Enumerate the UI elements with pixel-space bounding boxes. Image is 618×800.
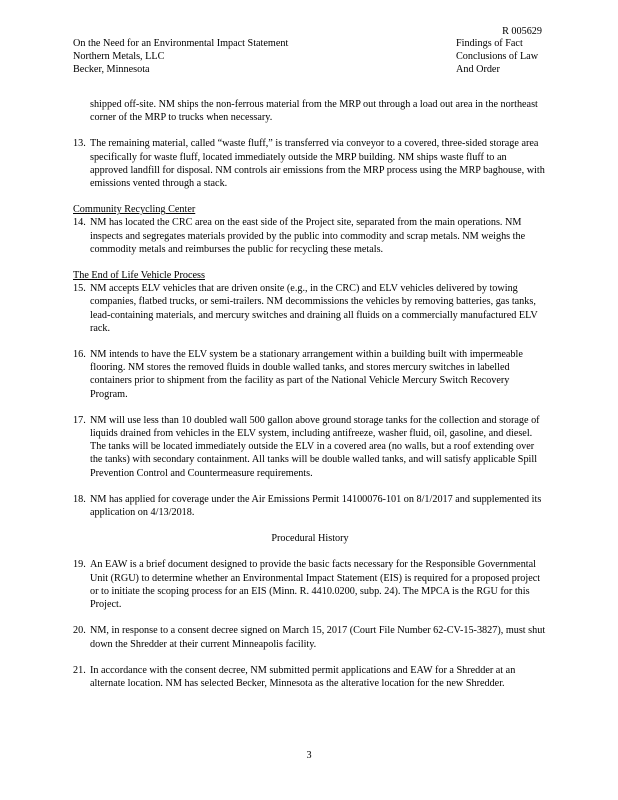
paragraph-15 bbox=[73, 282, 547, 335]
header-company-line: Northern Metals, LLC bbox=[73, 51, 165, 63]
section-heading-elv: The End of Life Vehicle Process bbox=[73, 270, 205, 282]
paragraph-text: The remaining material, called “waste fluff,” is transferred via conveyor to a covered, three-sided storage area specifically for waste fluff, located immediately outside the MRP building. NM ships waste fluff to an approved landfill for disposal. NM controls air emissions from the MRP process using the MRP baghouse, with emissions vented through a stack. bbox=[90, 138, 545, 190]
paragraph-text: In accordance with the consent decree, NM submitted permit applications and EAW for a Shredder at an alternate location. NM has selected Becker, Minnesota as the alterative location for the new Shredder. bbox=[90, 664, 516, 689]
paragraph-16 bbox=[73, 348, 547, 401]
section-heading-crc: Community Recycling Center bbox=[73, 204, 196, 216]
paragraph-number: 19. bbox=[73, 559, 86, 571]
paragraph-13 bbox=[73, 137, 547, 190]
paragraph-number: 17. bbox=[73, 414, 86, 426]
paragraph-text: NM has applied for coverage under the Air Emissions Permit 14100076-101 on 8/1/2017 and supplemented its application on 4/13/2018. bbox=[90, 493, 542, 519]
paragraph-number: 16. bbox=[73, 349, 86, 361]
paragraph-text: shipped off-site. NM ships the non-ferrous material from the MRP out through a load out area in the northeast corner of the MRP to trucks when necessary. bbox=[90, 99, 538, 124]
paragraph-20 bbox=[73, 624, 547, 650]
paragraph-18 bbox=[73, 493, 547, 519]
header-order-line: And Order bbox=[456, 64, 500, 76]
header-location-line: Becker, Minnesota bbox=[73, 64, 150, 76]
paragraph-text: NM has located the CRC area on the east side of the Project site, separated from the main operations. NM inspects and segregates materials provided by the public into commodity and scrap metals. NM weighs the commodity metals and reimburses the public for recycling these metals. bbox=[90, 217, 526, 255]
header-left bbox=[73, 37, 288, 77]
header-findings-line: Findings of Fact bbox=[456, 38, 523, 49]
page-number: 3 bbox=[306, 750, 312, 761]
paragraph-continuation bbox=[73, 98, 547, 124]
paragraph-text: NM intends to have the ELV system be a stationary arrangement within a building built with impermeable flooring. NM stores the removed fluids in double walled tanks, and stores mercury switches in labelled containers prior to shipment from the facility as part of the National Vehicle Mercury Switch Recovery Program. bbox=[90, 349, 523, 400]
paragraph-number: 14. bbox=[73, 217, 86, 229]
document-body bbox=[73, 98, 547, 703]
section-heading-procedural-history: Procedural History bbox=[271, 533, 349, 545]
paragraph-number: 13. bbox=[73, 138, 86, 150]
paragraph-number: 21. bbox=[73, 664, 86, 676]
paragraph-14 bbox=[73, 216, 547, 256]
paragraph-number: 15. bbox=[73, 283, 86, 295]
paragraph-21 bbox=[73, 664, 547, 690]
paragraph-number: 20. bbox=[73, 625, 86, 637]
paragraph-text: NM will use less than 10 doubled wall 500 gallon above ground storage tanks for the collection and storage of liquids drained from vehicles in the ELV system, including antifreeze, washer fluid, oil, gasoline, and diesel. The tanks will be located immediately outside the ELV in a covered area (no walls, but a roof extending over the tanks) with secondary containment. All tanks will be double walled tanks, and will satisfy applicable Spill Prevention Control and Countermeasure requirements. bbox=[90, 414, 540, 479]
document-id: R 005629 bbox=[502, 26, 542, 37]
paragraph-19 bbox=[73, 558, 547, 611]
header-title-line: On the Need for an Environmental Impact Statement bbox=[73, 38, 289, 49]
paragraph-text: NM, in response to a consent decree signed on March 15, 2017 (Court File Number 62-CV-15-3827), must shut down the Shredder at their current Minneapolis facility. bbox=[90, 625, 546, 650]
paragraph-number: 18. bbox=[73, 493, 86, 505]
paragraph-text: NM accepts ELV vehicles that are driven onsite (e.g., in the CRC) and ELV vehicles delivered by towing companies, flatbed trucks, or semi-trailers. NM decommissions the vehicles by removing batteries, gas tanks, lead-containing materials, and mercury switches and draining all fluids on a commercially manufactured ELV rack. bbox=[90, 283, 538, 334]
paragraph-text: An EAW is a brief document designed to provide the basic facts necessary for the Responsible Governmental Unit (RGU) to determine whether an Environmental Impact Statement (EIS) is required for a proposed project or to initiate the scoping process for an EIS (Minn. R. 4410.0200, subp. 24). The MPCA is the RGU for this Project. bbox=[90, 559, 541, 611]
header-right bbox=[456, 37, 538, 77]
paragraph-17 bbox=[73, 414, 547, 480]
header-conclusions-line: Conclusions of Law bbox=[456, 51, 539, 63]
